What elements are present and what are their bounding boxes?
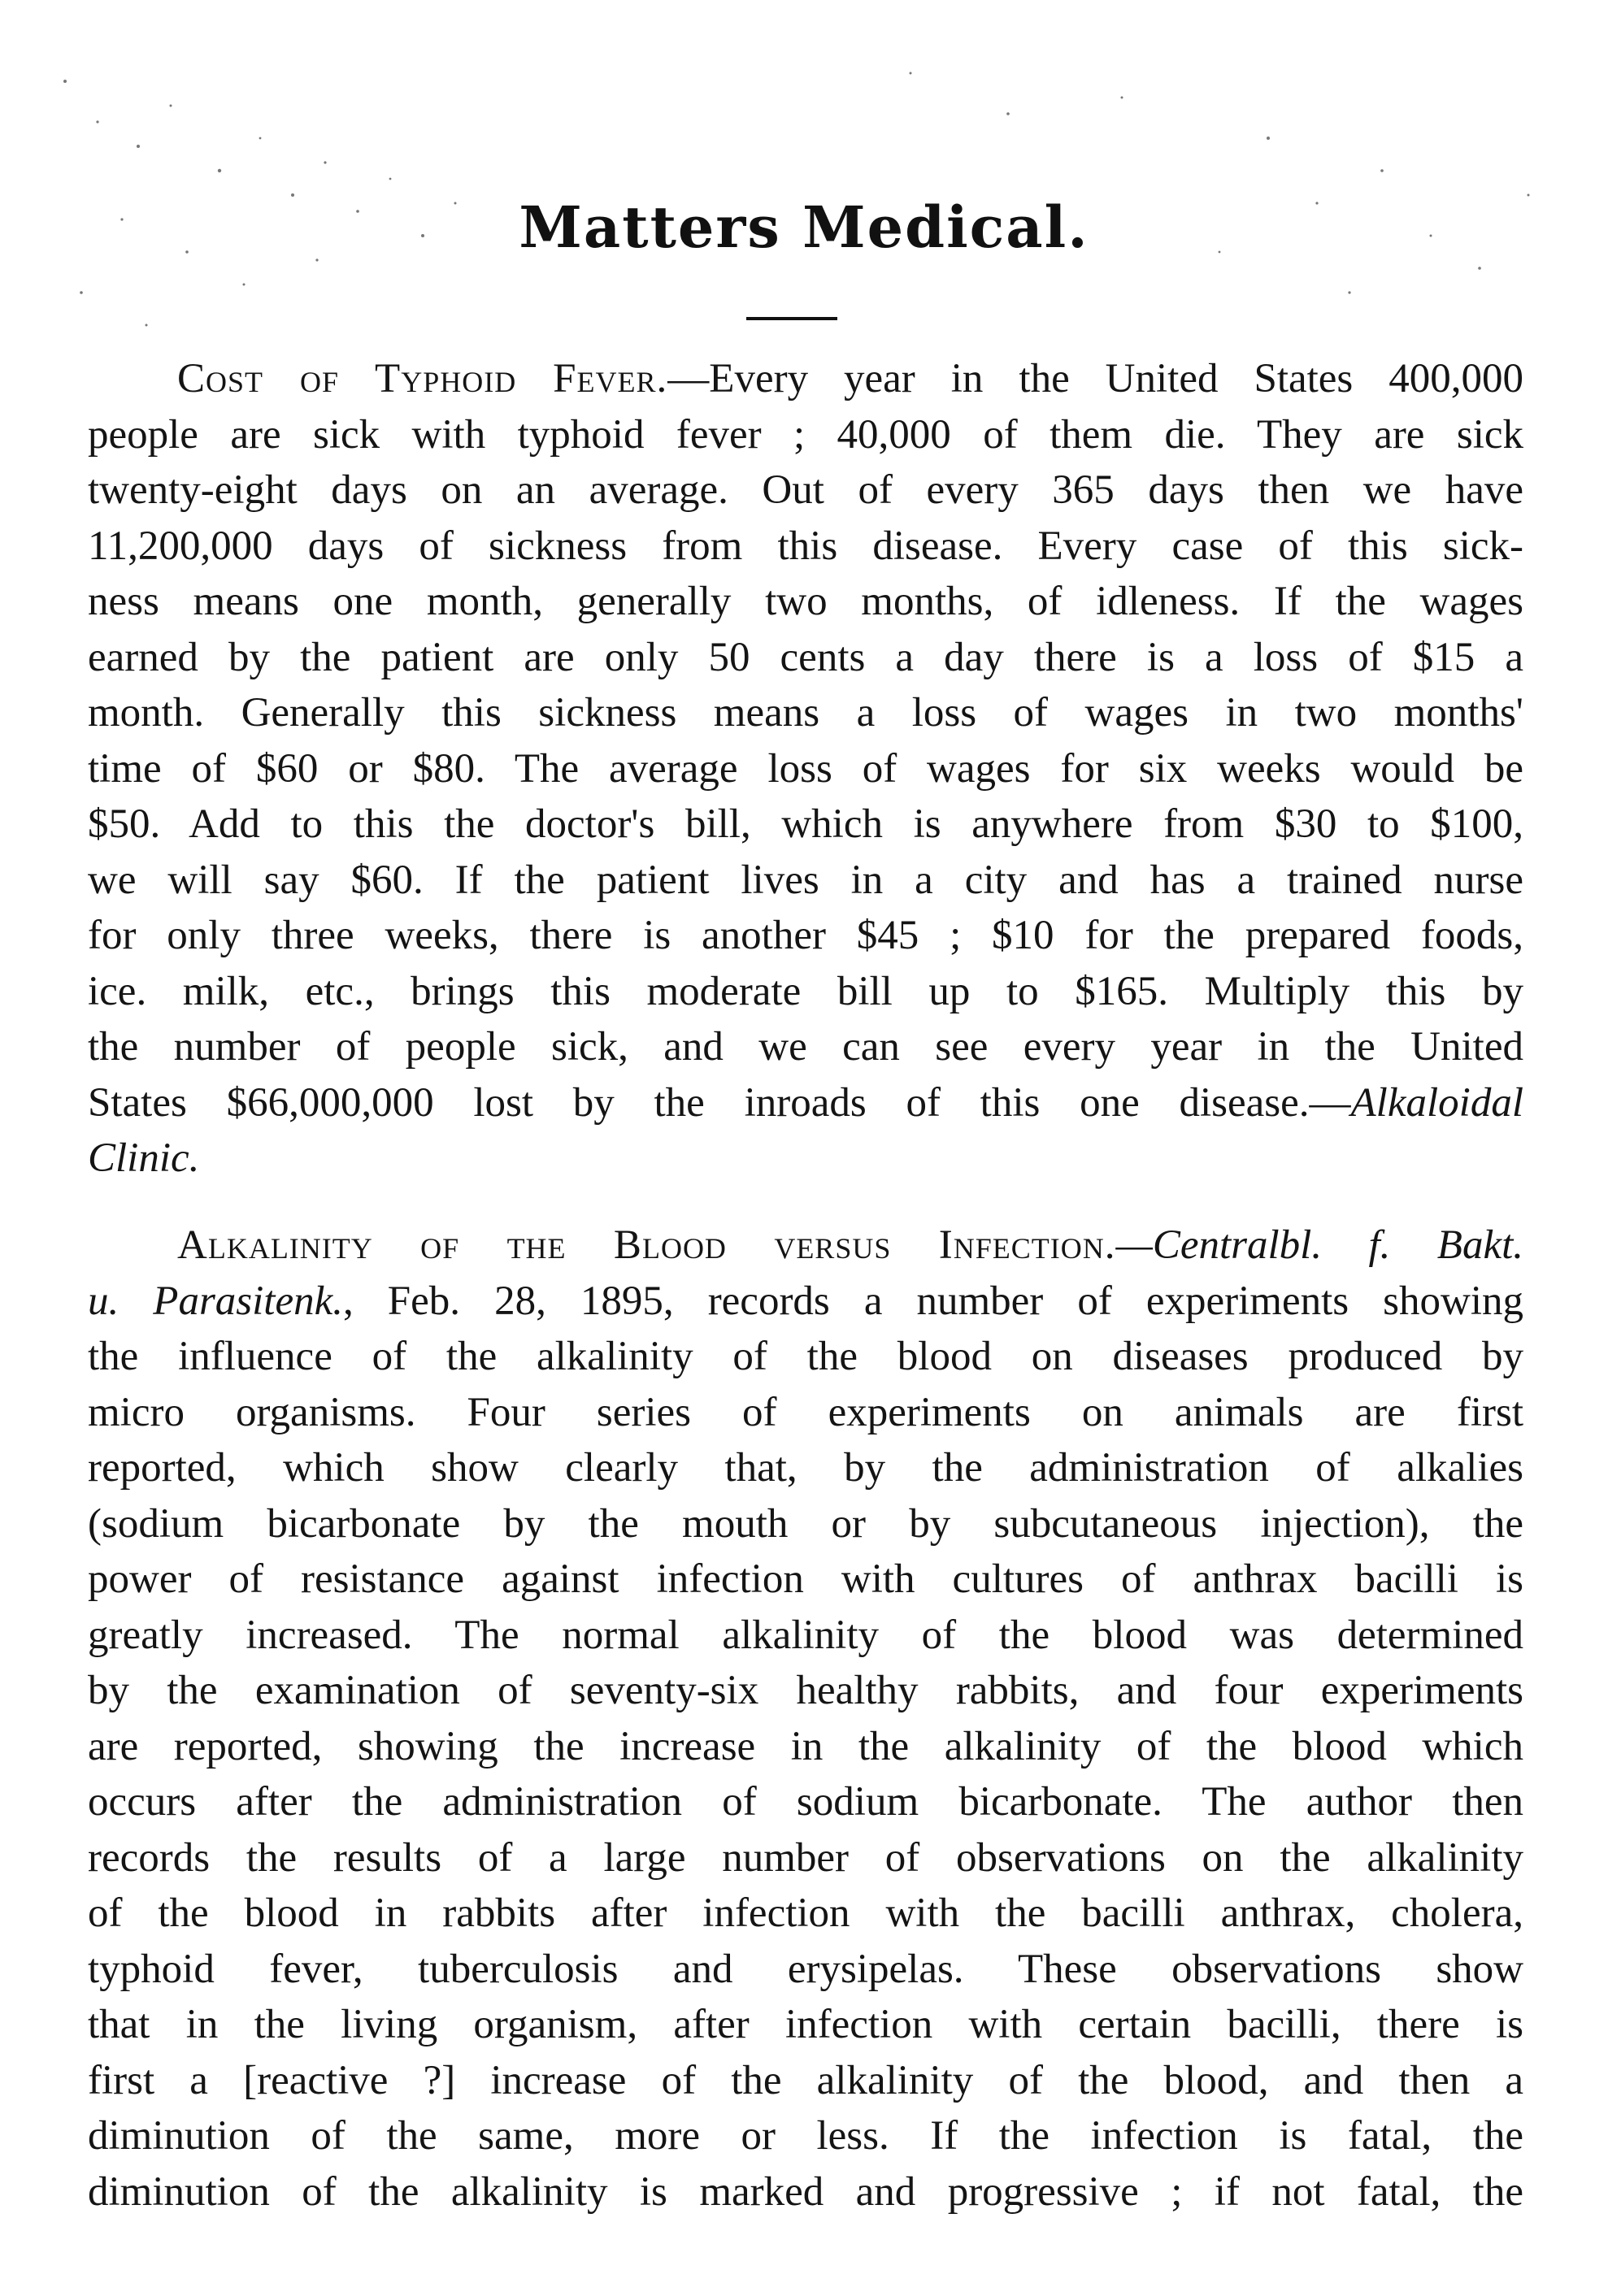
text-line: $50. Add to this the doctor's bill, which is anywhere from $30 to $100, <box>88 801 1523 847</box>
text-line: of the blood in rabbits after infection with the bacilli anthrax, cholera, <box>88 1890 1523 1936</box>
article-heading: Alkalinity of the Blood versus Infection. <box>177 1222 1116 1268</box>
text-line: are reported, showing the increase in the alkalinity of the blood which <box>88 1723 1523 1769</box>
text-line: —Every year in the United States 400,000 <box>667 356 1523 401</box>
title-divider <box>746 317 837 320</box>
text-line: people are sick with typhoid fever ; 40,000 of them die. They are sick <box>88 411 1523 458</box>
source-citation: Alkaloidal <box>1350 1079 1523 1126</box>
text-line: micro organisms. Four series of experiments on animals are first <box>88 1389 1523 1435</box>
text-line: 11,200,000 days of sickness from this disease. Every case of this sick- <box>88 523 1523 569</box>
article-first-line <box>88 351 1523 407</box>
text-line: twenty-eight days on an average. Out of every 365 days then we have <box>88 467 1523 513</box>
text-line: diminution of the alkalinity is marked and progressive ; if not fatal, the <box>88 2168 1523 2215</box>
article-typhoid-cost <box>88 351 1523 1187</box>
text-line: power of resistance against infection with cultures of anthrax bacilli is <box>88 1556 1523 1602</box>
text-line: for only three weeks, there is another $45 ; $10 for the prepared foods, <box>88 913 1523 958</box>
text-line: time of $60 or $80. The average loss of wages for six weeks would be <box>88 745 1523 792</box>
text-line: that in the living organism, after infection with certain bacilli, there is <box>88 2002 1523 2047</box>
source-citation-end: Clinic. <box>88 1135 200 1181</box>
text-line: records the results of a large number of observations on the alkalinity <box>88 1834 1523 1881</box>
text-line: the number of people sick, and we can see every year in the United <box>88 1024 1523 1070</box>
article-heading: Cost of Typhoid Fever. <box>177 356 668 401</box>
text-line: diminution of the same, more or less. If the infection is fatal, the <box>88 2113 1523 2159</box>
article-blood-alkalinity <box>88 1217 1523 2220</box>
text-line: first a [reactive ?] increase of the alkalinity of the blood, and then a <box>88 2057 1523 2103</box>
text-line: by the examination of seventy-six healthy rabbits, and four experiments <box>88 1668 1523 1713</box>
text-line: month. Generally this sickness means a loss of wages in two months' <box>88 690 1523 736</box>
text-line: typhoid fever, tuberculosis and erysipelas. These observations show <box>88 1946 1523 1992</box>
text-line: ice. milk, etc., brings this moderate bill up to $165. Multiply this by <box>88 968 1523 1014</box>
citation-line <box>88 1274 1523 1330</box>
text-line: , Feb. 28, 1895, records a number of experiments showing <box>343 1278 1523 1324</box>
article-first-line <box>88 1217 1523 1274</box>
text-line: occurs after the administration of sodium bicarbonate. The author then <box>88 1779 1523 1825</box>
text-line: (sodium bicarbonate by the mouth or by subcutaneous injection), the <box>88 1500 1523 1547</box>
text-line: earned by the patient are only 50 cents a day there is a loss of $15 a <box>88 634 1523 680</box>
page-title: Matters Medical. <box>519 193 1089 261</box>
journal-citation: u. Parasitenk. <box>88 1278 344 1324</box>
text-line-with-source <box>88 1075 1523 1131</box>
text-line: the influence of the alkalinity of the blood on diseases produced by <box>88 1334 1523 1379</box>
text-line: reported, which show clearly that, by the administration of alkalies <box>88 1445 1523 1491</box>
text-line: we will say $60. If the patient lives in a city and has a trained nurse <box>88 857 1523 903</box>
text-line: ness means one month, generally two months, of idleness. If the wages <box>88 579 1523 624</box>
journal-citation: —Centralbl. f. Bakt. <box>1115 1222 1523 1268</box>
text-line: greatly increased. The normal alkalinity of the blood was determined <box>88 1612 1523 1658</box>
text-line: States $66,000,000 lost by the inroads of this one disease.— <box>88 1079 1351 1126</box>
